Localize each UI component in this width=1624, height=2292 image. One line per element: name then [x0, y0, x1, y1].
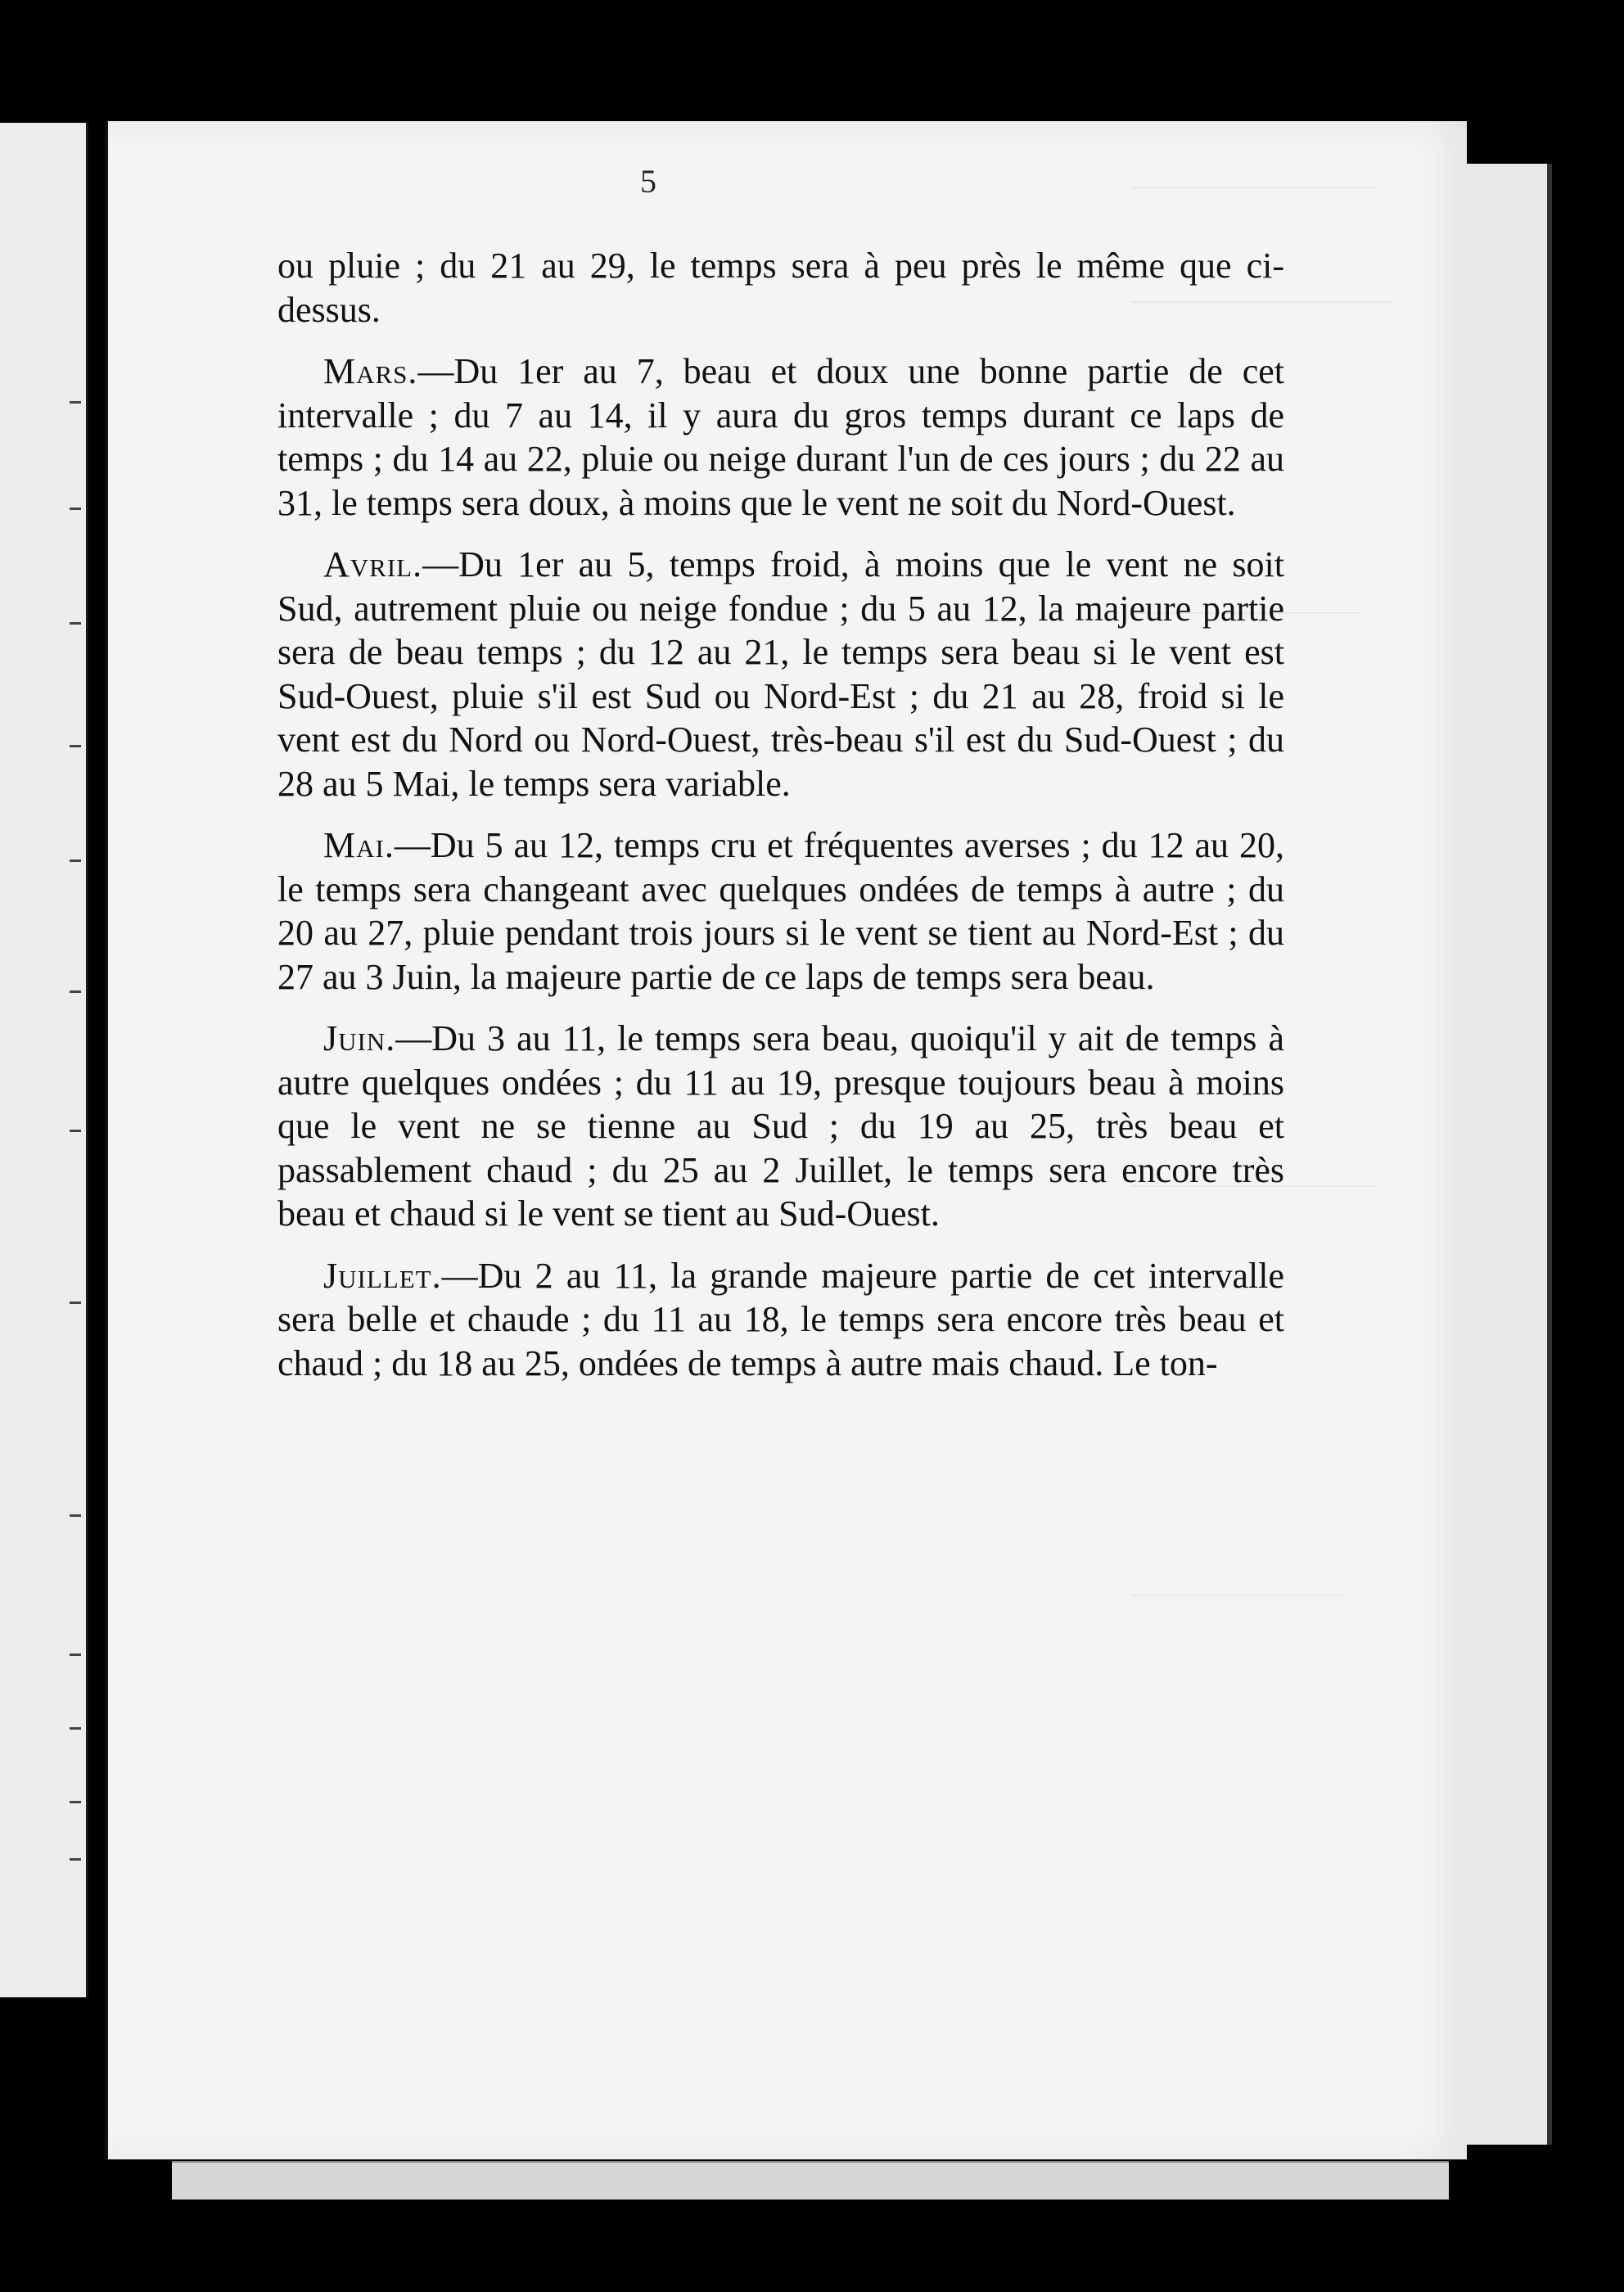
- book-page: [105, 121, 1467, 2159]
- page-number: 5: [640, 163, 656, 200]
- month-heading: Juillet.: [323, 1255, 442, 1296]
- entry-text: —Du 1er au 5, temps froid, à moins que le vent ne soit Sud, autrement pluie ou neige fondue ; du 5 au 12, la majeure partie sera de beau temps ; du 12 au 21, le temps sera beau si le vent est Sud-Ouest, pluie s'il est Sud ou Nord-Est ; du 21 au 28, froid si le vent est du Nord ou Nord-Ouest, très-beau s'il est du Sud-Ouest ; du 28 au 5 Mai, le temps sera variable.: [277, 544, 1284, 804]
- month-heading: Avril.: [323, 544, 423, 584]
- entry-mars: [277, 350, 1284, 525]
- entry-juin: [277, 1017, 1284, 1236]
- month-heading: Mai.: [323, 825, 395, 865]
- entry-avril: [277, 543, 1284, 805]
- entry-juillet: [277, 1254, 1284, 1386]
- intro-paragraph: ou pluie ; du 21 au 29, le temps sera à peu près le même que ci-dessus.: [277, 246, 1284, 330]
- month-heading: Juin.: [323, 1018, 396, 1058]
- entry-text: —Du 1er au 7, beau et doux une bonne partie de cet intervalle ; du 7 au 14, il y aura du gros temps durant ce laps de temps ; du 14 au 22, pluie ou neige durant l'un de ces jours ; du 22 au 31, le temps sera doux, à moins que le vent ne soit du Nord-Ouest.: [277, 351, 1284, 523]
- entry-text: —Du 3 au 11, le temps sera beau, quoiqu'il y ait de temps à autre quelques ondées ; du 11 au 19, presque toujours beau à moins que le vent ne se tienne au Sud ; du 19 au 25, très beau et passablement chaud ; du 25 au 2 Juillet, le temps sera encore très beau et chaud si le vent se tient au Sud-Ouest.: [277, 1018, 1284, 1234]
- entry-text: —Du 2 au 11, la grande majeure partie de cet intervalle sera belle et chaude ; du 11 au 18, le temps sera encore très beau et chaud ; du 18 au 25, ondées de temps à autre mais chaud. Le ton-: [277, 1255, 1284, 1383]
- adjacent-page-edge: [0, 123, 88, 1997]
- entry-text: —Du 5 au 12, temps cru et fréquentes averses ; du 12 au 20, le temps sera changeant avec quelques ondées de temps à autre ; du 20 au 27, pluie pendant trois jours si le vent se tient au Nord-Est ; du 27 au 3 Juin, la majeure partie de ce laps de temps sera beau.: [277, 825, 1284, 997]
- page-body: [277, 244, 1284, 1403]
- book-bottom-edge: [172, 2161, 1449, 2200]
- month-heading: Mars.: [323, 351, 418, 391]
- entry-mai: [277, 823, 1284, 999]
